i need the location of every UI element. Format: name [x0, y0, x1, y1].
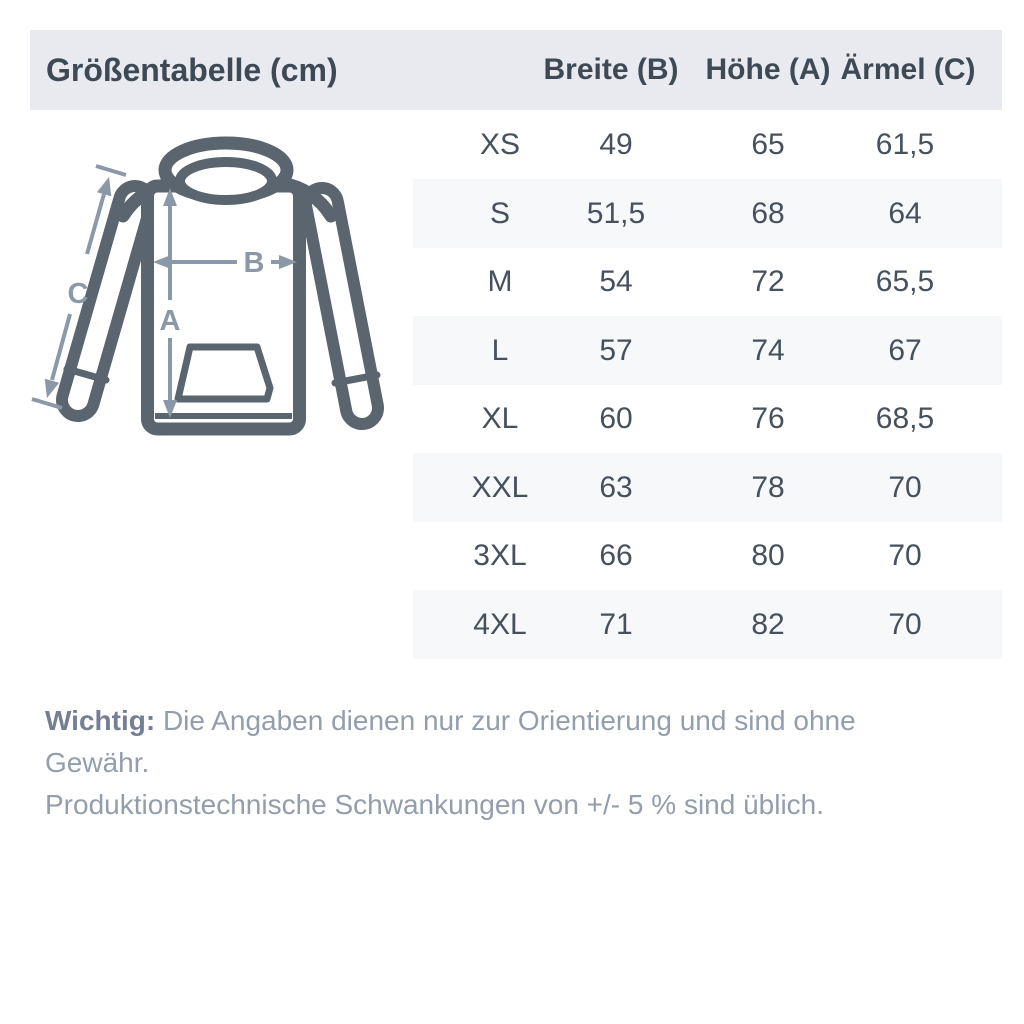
size-table-header	[30, 30, 1002, 110]
measure-c-tick-top	[96, 166, 126, 175]
pocket	[178, 347, 270, 399]
cell-breite: 51,5	[586, 196, 646, 230]
cell-breite: 54	[599, 265, 633, 298]
cell-aermel: 67	[888, 333, 922, 367]
table-row-4xl	[413, 590, 1002, 659]
cell-aermel: 70	[888, 539, 922, 572]
cell-hoehe: 82	[751, 607, 785, 641]
measure-label-c: C	[67, 278, 89, 310]
cell-aermel: 70	[888, 607, 922, 641]
column-header-aermel: Ärmel (C)	[840, 53, 976, 86]
table-row-xs	[413, 110, 1002, 179]
cell-aermel: 68,5	[875, 402, 935, 435]
cell-size: L	[491, 333, 509, 367]
column-header-breite: Breite (B)	[543, 53, 679, 86]
table-row-3xl	[413, 521, 1002, 590]
cell-hoehe: 78	[751, 470, 785, 504]
table-row-m	[413, 247, 1002, 316]
cell-size: XXL	[471, 470, 529, 504]
measure-label-a: A	[159, 305, 181, 337]
column-header-hoehe: Höhe (A)	[705, 53, 831, 86]
cell-aermel: 61,5	[875, 128, 935, 161]
cell-breite: 49	[599, 128, 633, 161]
disclaimer-note-bold: Wichtig:	[45, 705, 156, 736]
cell-size: M	[487, 265, 513, 298]
cell-size: XL	[481, 402, 519, 435]
disclaimer-note-line2: Produktionstechnische Schwankungen von +/- 5 % sind üblich.	[45, 789, 825, 820]
cell-hoehe: 65	[751, 128, 785, 161]
cell-hoehe: 76	[751, 402, 785, 435]
cell-size: XS	[479, 128, 521, 161]
table-row-xxl	[413, 453, 1002, 522]
cell-breite: 57	[599, 333, 633, 367]
disclaimer-note	[45, 700, 965, 826]
cell-breite: 66	[599, 539, 633, 572]
table-row-l	[413, 316, 1002, 385]
cell-breite: 71	[599, 607, 633, 641]
cell-size: S	[489, 196, 511, 230]
hoodie-diagram	[30, 128, 422, 462]
measure-label-b: B	[243, 247, 265, 279]
cell-breite: 63	[599, 470, 633, 504]
disclaimer-note-line1: Die Angaben dienen nur zur Orientierung und sind ohne Gewähr.	[45, 705, 856, 778]
cell-hoehe: 74	[751, 333, 785, 367]
cell-hoehe: 72	[751, 265, 785, 298]
table-row-s	[413, 179, 1002, 248]
cell-hoehe: 80	[751, 539, 785, 572]
cell-aermel: 64	[888, 196, 922, 230]
cell-breite: 60	[599, 402, 633, 435]
hood-opening	[180, 162, 272, 200]
table-row-xl	[413, 384, 1002, 453]
arrowhead-c-top	[97, 177, 111, 196]
cell-aermel: 65,5	[875, 265, 935, 298]
cell-hoehe: 68	[751, 196, 785, 230]
cell-size: 4XL	[473, 607, 527, 641]
cell-aermel: 70	[888, 470, 922, 504]
hoodie-icon	[30, 128, 422, 462]
size-table-title: Größentabelle (cm)	[46, 52, 338, 88]
cell-size: 3XL	[473, 539, 527, 572]
